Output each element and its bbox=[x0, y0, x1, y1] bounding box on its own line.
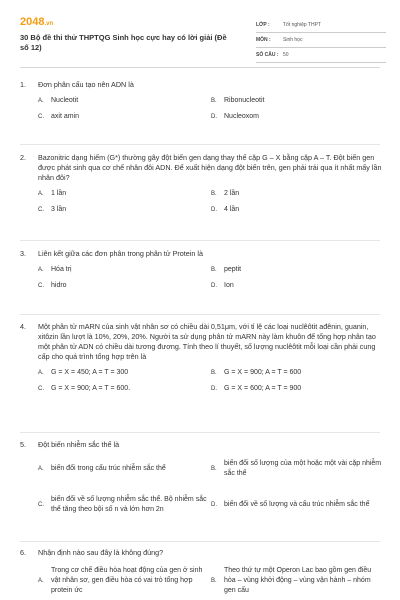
option-text: hidro bbox=[51, 282, 67, 289]
option-text: 1 lần bbox=[51, 190, 67, 197]
option-c[interactable] bbox=[38, 384, 211, 394]
option-text: Nucleotit bbox=[51, 97, 79, 104]
option-letter: A. bbox=[38, 267, 44, 273]
meta-value: Sinh học bbox=[283, 37, 303, 43]
option-text: Trong cơ chế điều hòa hoạt động của gen ở sinh vật nhân sơ, gen điều hòa có vai trò tổng hợp protein ức bbox=[51, 567, 203, 594]
question-5 bbox=[20, 440, 384, 528]
option-text: axit amin bbox=[51, 113, 80, 120]
meta-row-subject bbox=[256, 33, 386, 48]
option-letter: C. bbox=[38, 114, 44, 120]
question-text: Nhận định nào sau đây là không đúng? bbox=[38, 548, 164, 557]
option-a[interactable] bbox=[38, 368, 211, 378]
option-text: 4 lần bbox=[224, 206, 240, 213]
option-text: Ribonucleotit bbox=[224, 97, 265, 104]
exam-title: 30 Bộ đề thi thử THPTQG Sinh học cực hay có lời giải (Đề số 12) bbox=[20, 33, 227, 52]
question-stem bbox=[20, 322, 384, 362]
question-number: 5. bbox=[20, 440, 26, 449]
option-a[interactable] bbox=[38, 96, 211, 106]
option-c[interactable] bbox=[38, 281, 211, 291]
question-divider bbox=[20, 432, 380, 433]
answer-options bbox=[20, 368, 384, 400]
option-text: biến đổi về số lượng và cấu trúc nhiễm sắc thể bbox=[224, 501, 370, 508]
option-b[interactable] bbox=[211, 368, 384, 378]
question-1 bbox=[20, 80, 384, 128]
option-a[interactable] bbox=[38, 189, 211, 199]
option-text: Nucleoxom bbox=[224, 113, 260, 120]
option-letter: D. bbox=[211, 114, 217, 120]
question-stem bbox=[20, 153, 384, 183]
site-logo[interactable] bbox=[20, 16, 53, 28]
meta-label: SỐ CÂU : bbox=[256, 52, 279, 58]
option-letter: A. bbox=[38, 370, 44, 376]
option-letter: C. bbox=[38, 502, 44, 508]
option-text: Theo thứ tự một Operon Lac bao gồm gen điều hòa – vùng khởi động – vùng vận hành – nhóm gen cấu bbox=[224, 567, 372, 594]
meta-label: LỚP : bbox=[256, 22, 270, 28]
question-number: 4. bbox=[20, 322, 26, 331]
option-text: 2 lần bbox=[224, 190, 240, 197]
option-letter: C. bbox=[38, 283, 44, 289]
option-d[interactable] bbox=[211, 384, 384, 394]
option-c[interactable] bbox=[38, 205, 211, 215]
meta-row-count bbox=[256, 48, 386, 63]
meta-row-class bbox=[256, 18, 386, 33]
option-a[interactable] bbox=[38, 456, 211, 482]
question-3 bbox=[20, 249, 384, 297]
question-stem bbox=[20, 80, 384, 90]
option-d[interactable] bbox=[211, 112, 384, 122]
option-text: Hóa trị bbox=[51, 266, 72, 273]
answer-options bbox=[20, 564, 384, 600]
answer-options bbox=[20, 456, 384, 528]
option-text: G = X = 900; A = T = 600 bbox=[224, 369, 302, 376]
option-letter: B. bbox=[211, 370, 217, 376]
question-text: Đơn phân cấu tạo nên ADN là bbox=[38, 80, 134, 89]
question-4 bbox=[20, 322, 384, 400]
option-letter: A. bbox=[38, 578, 44, 584]
option-b[interactable] bbox=[211, 189, 384, 199]
option-b[interactable] bbox=[211, 564, 384, 598]
exam-meta bbox=[256, 18, 386, 63]
option-text: G = X = 450; A = T = 300 bbox=[51, 369, 129, 376]
logo-suffix: .vn bbox=[44, 21, 54, 27]
question-divider bbox=[20, 541, 380, 542]
option-text: G = X = 900; A = T = 600. bbox=[51, 385, 131, 392]
option-letter: B. bbox=[211, 191, 217, 197]
question-number: 1. bbox=[20, 80, 26, 89]
option-b[interactable] bbox=[211, 96, 384, 106]
answer-options bbox=[20, 265, 384, 297]
question-stem bbox=[20, 440, 384, 450]
meta-label: MÔN : bbox=[256, 37, 271, 43]
option-letter: A. bbox=[38, 191, 44, 197]
option-c[interactable] bbox=[38, 112, 211, 122]
question-text: Một phân tử mARN của sinh vật nhân sơ có chiều dài 0,51μm, với tỉ lệ các loại nuclêôtit ađênin, guanin, xitôzin lần lượt là 10%, 20%, 20%. Người ta sử dụng phân tử mARN này làm khuôn để tổng hợp nhân tạo một phân tử ADN có chiều dài tương đương. Tính theo lí thuyết, số lượng nuclêôtit mỗi loại cần phải cung cấp cho quá trình tổng hợp trên là bbox=[38, 322, 376, 361]
option-b[interactable] bbox=[211, 456, 384, 482]
question-stem bbox=[20, 548, 384, 558]
option-a[interactable] bbox=[38, 265, 211, 275]
option-letter: D. bbox=[211, 502, 217, 508]
option-letter: B. bbox=[211, 98, 217, 104]
option-d[interactable] bbox=[211, 488, 384, 522]
option-a[interactable] bbox=[38, 564, 211, 598]
question-number: 2. bbox=[20, 153, 26, 162]
page-header bbox=[0, 0, 400, 66]
logo-text: 2048 bbox=[20, 16, 45, 28]
answer-options bbox=[20, 96, 384, 128]
option-text: biến đổi trong cấu trúc nhiễm sắc thể bbox=[51, 465, 166, 472]
question-divider bbox=[20, 144, 380, 145]
option-text: peptit bbox=[224, 266, 242, 273]
question-text: Bazonitric dạng hiếm (G*) thường gây đột biến gen dạng thay thế cặp G – X bằng cặp A – T. Đột biến gen được phát sinh qua cơ chế nhân đôi ADN. Để xuất hiện dạng đột biến trên, gen phải trải qua ít nhất mấy lần nhân đôi? bbox=[38, 153, 382, 182]
meta-value: 50 bbox=[283, 52, 289, 58]
option-letter: D. bbox=[211, 207, 217, 213]
option-letter: C. bbox=[38, 386, 44, 392]
meta-value: Tốt nghiệp THPT bbox=[283, 22, 321, 28]
question-divider bbox=[20, 240, 380, 241]
question-text: Đột biến nhiễm sắc thể là bbox=[38, 440, 120, 449]
option-b[interactable] bbox=[211, 265, 384, 275]
option-text: Ion bbox=[224, 282, 234, 289]
option-letter: C. bbox=[38, 207, 44, 213]
question-stem bbox=[20, 249, 384, 259]
answer-options bbox=[20, 189, 384, 221]
question-number: 3. bbox=[20, 249, 26, 258]
option-letter: A. bbox=[38, 98, 44, 104]
question-text: Liên kết giữa các đơn phân trong phân tử Protein là bbox=[38, 249, 203, 258]
question-number: 6. bbox=[20, 548, 26, 557]
option-d[interactable] bbox=[211, 281, 384, 291]
option-c[interactable] bbox=[38, 488, 211, 522]
option-text: G = X = 600; A = T = 900 bbox=[224, 385, 302, 392]
option-letter: B. bbox=[211, 578, 217, 584]
option-letter: B. bbox=[211, 466, 217, 472]
option-d[interactable] bbox=[211, 205, 384, 215]
option-text: 3 lần bbox=[51, 206, 67, 213]
option-letter: A. bbox=[38, 466, 44, 472]
question-divider bbox=[20, 314, 380, 315]
option-letter: D. bbox=[211, 386, 217, 392]
option-letter: D. bbox=[211, 283, 217, 289]
question-6 bbox=[20, 548, 384, 600]
header-divider bbox=[20, 67, 380, 68]
question-2 bbox=[20, 153, 384, 221]
option-text: biến đổi về số lượng nhiễm sắc thể. Bộ nhiễm sắc thể tăng theo bội số n và lớn hơn 2n bbox=[51, 496, 207, 513]
option-text: biến đổi số lượng của một hoặc một vài cặp nhiễm sắc thể bbox=[224, 460, 382, 477]
option-letter: B. bbox=[211, 267, 217, 273]
